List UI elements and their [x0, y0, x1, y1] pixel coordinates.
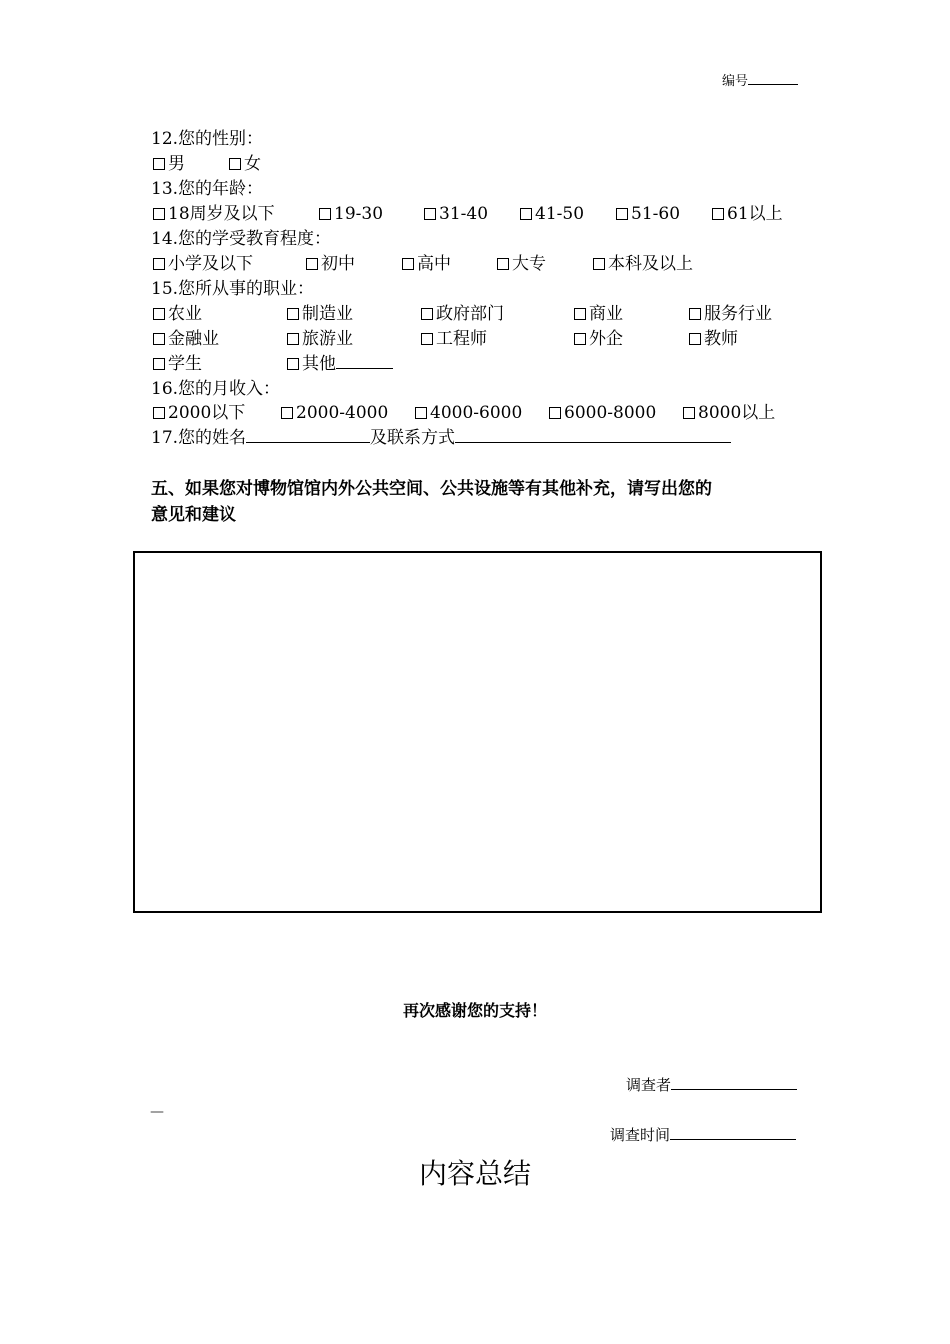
q13-option[interactable]: 41-50	[520, 202, 584, 226]
q13-option[interactable]: 18周岁及以下	[153, 202, 275, 226]
section5-title-line1: 五、如果您对博物馆馆内外公共空间、公共设施等有其他补充，请写出您的	[151, 479, 712, 499]
checkbox-icon[interactable]	[281, 407, 293, 419]
q15-option[interactable]: 外企	[574, 327, 623, 351]
section5-title-line2: 意见和建议	[151, 505, 236, 525]
q15-option-other[interactable]: 其他	[287, 352, 393, 376]
checkbox-icon[interactable]	[287, 308, 299, 320]
q14-option[interactable]: 大专	[497, 252, 546, 276]
checkbox-icon[interactable]	[287, 333, 299, 345]
checkbox-icon[interactable]	[153, 158, 165, 170]
surveyor-field[interactable]	[671, 1075, 797, 1090]
checkbox-icon[interactable]	[424, 208, 436, 220]
checkbox-icon[interactable]	[153, 358, 165, 370]
survey-time-field[interactable]	[670, 1125, 796, 1140]
contact-field[interactable]	[455, 428, 731, 443]
q16-option[interactable]: 2000以下	[153, 401, 245, 425]
checkbox-icon[interactable]	[306, 258, 318, 270]
q15-option[interactable]: 服务行业	[689, 302, 772, 326]
checkbox-icon[interactable]	[683, 407, 695, 419]
checkbox-icon[interactable]	[229, 158, 241, 170]
serial-blank[interactable]	[748, 70, 798, 85]
q13-option[interactable]: 19-30	[319, 202, 383, 226]
checkbox-icon[interactable]	[153, 258, 165, 270]
q12-label: 12.您的性别：	[151, 129, 264, 149]
q16-option[interactable]: 4000-6000	[415, 401, 522, 425]
checkbox-icon[interactable]	[421, 333, 433, 345]
survey-time-line	[610, 1124, 796, 1145]
checkbox-icon[interactable]	[689, 333, 701, 345]
checkbox-icon[interactable]	[689, 308, 701, 320]
surveyor-line	[626, 1074, 797, 1095]
q15-option[interactable]: 农业	[153, 302, 202, 326]
q17-name-label: 17.您的姓名	[151, 428, 247, 448]
q15-option[interactable]: 制造业	[287, 302, 353, 326]
q13-option[interactable]: 51-60	[616, 202, 680, 226]
q13-option[interactable]: 61以上	[712, 202, 783, 226]
q15-option[interactable]: 旅游业	[287, 327, 353, 351]
q14-option[interactable]: 小学及以下	[153, 252, 253, 276]
checkbox-icon[interactable]	[421, 308, 433, 320]
serial-number	[722, 70, 798, 89]
q16-option[interactable]: 2000-4000	[281, 401, 388, 425]
q12-option-male[interactable]: 男	[153, 152, 185, 176]
q14-option[interactable]: 本科及以上	[593, 252, 693, 276]
q15-option[interactable]: 政府部门	[421, 302, 504, 326]
checkbox-icon[interactable]	[153, 208, 165, 220]
thanks-text: 再次感谢您的支持！	[402, 1001, 547, 1020]
q16-label: 16.您的月收入：	[151, 379, 281, 399]
q15-option[interactable]: 商业	[574, 302, 623, 326]
checkbox-icon[interactable]	[616, 208, 628, 220]
q15-option[interactable]: 金融业	[153, 327, 219, 351]
checkbox-icon[interactable]	[549, 407, 561, 419]
checkbox-icon[interactable]	[287, 358, 299, 370]
q17-line	[151, 426, 731, 450]
q15-label: 15.您所从事的职业：	[151, 279, 315, 299]
checkbox-icon[interactable]	[402, 258, 414, 270]
name-field[interactable]	[246, 428, 370, 443]
checkbox-icon[interactable]	[319, 208, 331, 220]
survey-time-label: 调查时间	[610, 1126, 671, 1144]
serial-label: 编号	[722, 74, 749, 89]
checkbox-icon[interactable]	[415, 407, 427, 419]
checkbox-icon[interactable]	[712, 208, 724, 220]
summary-title: 内容总结	[418, 1157, 531, 1190]
q14-option[interactable]: 高中	[402, 252, 451, 276]
comment-textarea[interactable]	[133, 551, 822, 913]
footer-dash: —	[150, 1104, 164, 1120]
q16-option[interactable]: 6000-8000	[549, 401, 656, 425]
q15-option[interactable]: 工程师	[421, 327, 487, 351]
q13-option[interactable]: 31-40	[424, 202, 488, 226]
q13-label: 13.您的年龄：	[151, 179, 264, 199]
q15-option[interactable]: 学生	[153, 352, 202, 376]
checkbox-icon[interactable]	[593, 258, 605, 270]
q14-option[interactable]: 初中	[306, 252, 355, 276]
checkbox-icon[interactable]	[574, 308, 586, 320]
section5-title	[151, 476, 712, 528]
q17-contact-label: 及联系方式	[370, 428, 456, 448]
q14-label: 14.您的学受教育程度：	[151, 229, 332, 249]
q15-option[interactable]: 教师	[689, 327, 738, 351]
q16-option[interactable]: 8000以上	[683, 401, 775, 425]
checkbox-icon[interactable]	[497, 258, 509, 270]
checkbox-icon[interactable]	[520, 208, 532, 220]
other-blank[interactable]	[336, 354, 393, 369]
checkbox-icon[interactable]	[153, 333, 165, 345]
checkbox-icon[interactable]	[153, 308, 165, 320]
q12-option-female[interactable]: 女	[229, 152, 261, 176]
checkbox-icon[interactable]	[153, 407, 165, 419]
surveyor-label: 调查者	[626, 1076, 672, 1094]
checkbox-icon[interactable]	[574, 333, 586, 345]
